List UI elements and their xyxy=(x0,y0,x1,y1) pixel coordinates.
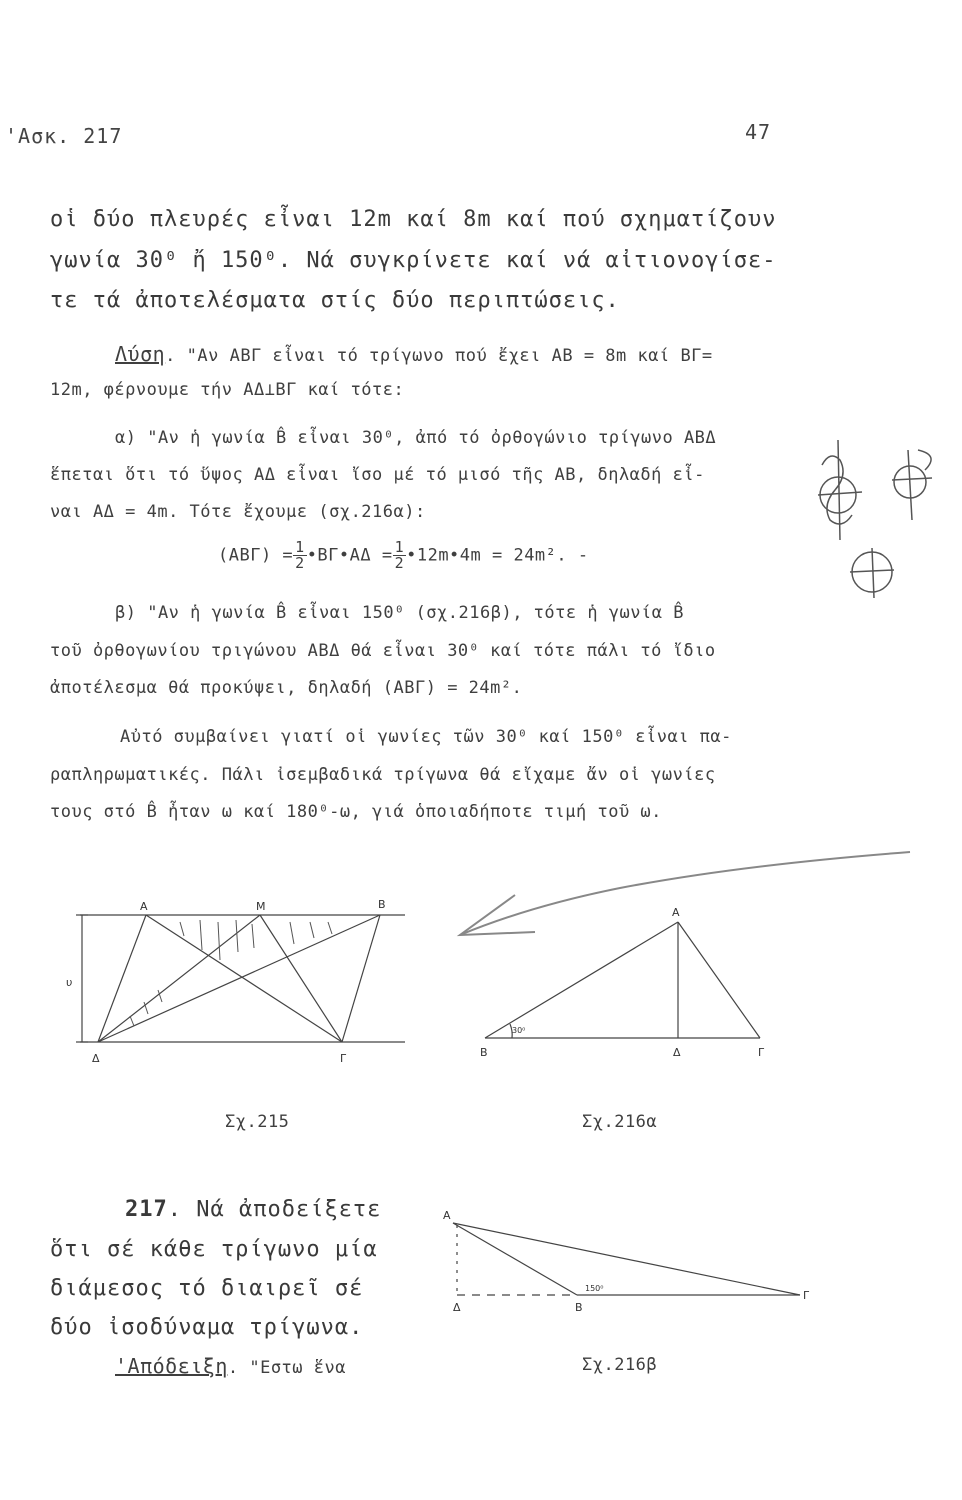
label-A: Α xyxy=(443,1209,451,1222)
figure-216b xyxy=(435,1195,835,1325)
fraction-numerator: 1 xyxy=(295,538,305,556)
fraction-half-2 xyxy=(393,540,407,571)
formula-rhs: •12m•4m = 24m². - xyxy=(406,545,589,566)
solution-line-1 xyxy=(115,342,713,366)
case-b-line-1: β) "Αν ἡ γωνία B̂ εἶναι 150⁰ (σχ.216β), τότε ἡ γωνία B̂ xyxy=(115,603,684,623)
formula-mid: •ΒΓ•ΑΔ = xyxy=(306,545,393,566)
fraction-half-1 xyxy=(293,540,307,571)
label-A: Α xyxy=(140,900,148,913)
statement-line-1: οἱ δύο πλευρές εἶναι 12m καί 8m καί πού σχηματίζουν xyxy=(50,207,777,232)
label-D: Δ xyxy=(92,1052,100,1065)
proof-label: 'Απόδειξη xyxy=(115,1354,228,1378)
label-M: Μ xyxy=(256,900,266,913)
area-formula xyxy=(218,540,589,571)
label-G: Γ xyxy=(803,1289,810,1302)
caption-215: Σχ.215 xyxy=(225,1112,290,1132)
side-AG xyxy=(453,1223,800,1295)
side-AB xyxy=(453,1223,577,1295)
label-A: Α xyxy=(672,906,680,919)
exercise-217-line-4: δύο ἰσοδύναμα τρίγωνα. xyxy=(50,1315,364,1340)
case-a-line-1: α) "Αν ἡ γωνία B̂ εἶναι 30⁰, ἀπό τό ὀρθογώνιο τρίγωνο ΑΒΔ xyxy=(115,428,717,448)
page-number: 47 xyxy=(745,120,772,144)
exercise-217-line-1 xyxy=(125,1197,381,1222)
case-b-line-3: ἀποτέλεσμα θά προκύψει, δηλαδή (ΑΒΓ) = 24m². xyxy=(50,678,523,698)
side-AG xyxy=(678,922,760,1038)
figure-216a xyxy=(470,900,790,1070)
label-u: υ xyxy=(66,976,73,989)
exercise-header: 'Ασκ. 217 xyxy=(5,124,123,148)
conclusion-line-3: τους στό B̂ ἦταν ω καί 180⁰-ω, γιά ὁποιαδήποτε τιμή τοῦ ω. xyxy=(50,802,662,822)
solution-label: Λύση xyxy=(115,342,166,366)
exercise-number: 217 xyxy=(125,1197,168,1222)
solution-line-1-text: . "Αν ΑΒΓ εἶναι τό τρίγωνο πού ἔχει ΑΒ = 8m καί ΒΓ= xyxy=(165,346,713,366)
fraction-denominator: 2 xyxy=(394,554,405,572)
formula-lhs: (ΑΒΓ) = xyxy=(218,545,294,566)
label-B: Β xyxy=(378,898,386,911)
label-B: Β xyxy=(575,1301,583,1314)
case-b-line-2: τοῦ ὀρθογωνίου τριγώνου ΑΒΔ θά εἶναι 30⁰ καί τότε πάλι τό ἴδιο xyxy=(50,641,716,661)
exercise-217-line-3: διάμεσος τό διαιρεῖ σέ xyxy=(50,1276,364,1301)
fraction-numerator: 1 xyxy=(394,538,405,556)
caption-216b: Σχ.216β xyxy=(582,1355,658,1375)
figure-215 xyxy=(60,890,420,1070)
exercise-217-line-1-text: . Νά ἀποδείξετε xyxy=(167,1197,382,1222)
fraction-denominator: 2 xyxy=(295,554,305,572)
conclusion-line-1: Αὐτό συμβαίνει γιατί οἱ γωνίες τῶν 30⁰ καί 150⁰ εἶναι πα- xyxy=(120,727,732,747)
label-G: Γ xyxy=(340,1052,347,1065)
exercise-217-line-2: ὅτι σέ κάθε τρίγωνο μία xyxy=(50,1237,378,1262)
side-BG xyxy=(342,915,380,1042)
proof-line-text: . "Εστω ἕνα xyxy=(227,1358,346,1378)
label-D: Δ xyxy=(453,1301,461,1314)
solution-line-2: 12m, φέρνουμε τήν ΑΔ⊥ΒΓ καί τότε: xyxy=(50,380,405,400)
label-D: Δ xyxy=(673,1046,681,1059)
proof-line xyxy=(115,1354,346,1378)
side-BA xyxy=(485,922,678,1038)
caption-216a: Σχ.216α xyxy=(582,1112,658,1132)
statement-line-3: τε τά ἀποτελέσματα στίς δύο περιπτώσεις. xyxy=(50,288,620,313)
case-a-line-2: ἕπεται ὅτι τό ὕψος ΑΔ εἶναι ἴσο μέ τό μισό τῆς ΑΒ, δηλαδή εἶ- xyxy=(50,465,705,485)
angle-label: 30⁰ xyxy=(512,1026,526,1035)
label-B: Β xyxy=(480,1046,488,1059)
label-G: Γ xyxy=(758,1046,765,1059)
statement-line-2: γωνία 30⁰ ἤ 150⁰. Νά συγκρίνετε καί νά αἰτιονογίσε- xyxy=(50,248,777,273)
angle-label: 150⁰ xyxy=(585,1284,604,1293)
case-a-line-3: ναι ΑΔ = 4m. Τότε ἔχουμε (σχ.216α): xyxy=(50,502,426,522)
conclusion-line-2: ραπληρωματικές. Πάλι ἰσεμβαδικά τρίγωνα θά εἴχαμε ἄν οἱ γωνίες xyxy=(50,765,716,785)
line-M-G xyxy=(260,915,342,1042)
margin-sketches xyxy=(800,420,960,620)
line-D-B xyxy=(98,915,380,1042)
